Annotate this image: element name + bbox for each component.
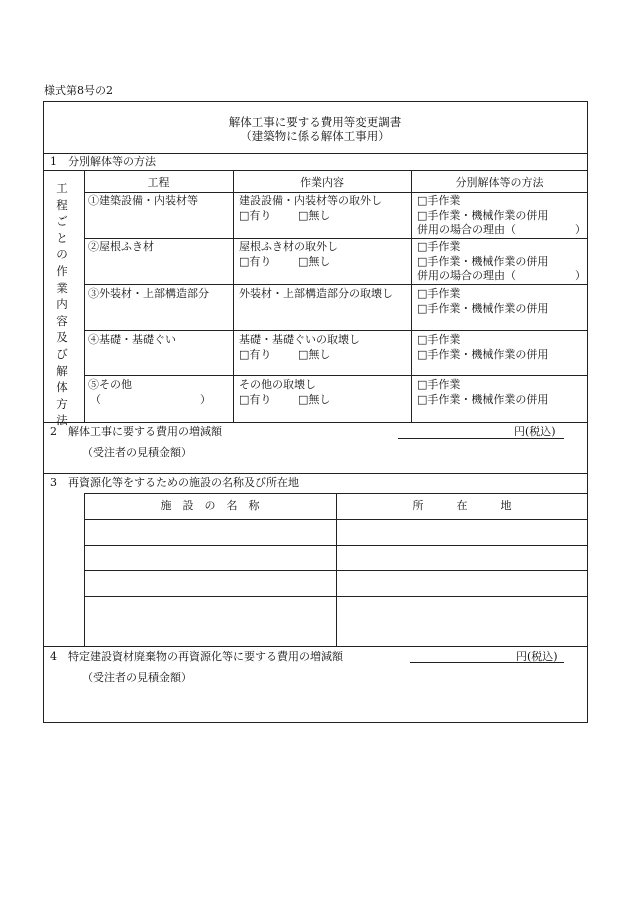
form-title: 解体工事に要する費用等変更調書	[228, 115, 402, 129]
form-subtitle: （建築物に係る解体工事用）	[240, 129, 390, 143]
section4-unit: 円(税込)	[516, 650, 558, 663]
work-content: 屋根ふき材の取外し	[239, 240, 338, 253]
section2-heading: 2 解体工事に要する費用の増減額	[50, 425, 222, 438]
col-header-facility-name: 施 設 の 名 称	[160, 499, 260, 512]
presence-no-checkbox[interactable]: □無し	[298, 255, 331, 268]
section2-unit: 円(税込)	[514, 425, 556, 438]
presence-yes-checkbox[interactable]: □有り	[239, 348, 272, 361]
work-content: 基礎・基礎ぐいの取壊し	[239, 333, 360, 346]
table1-row-rule	[84, 330, 588, 331]
process-name: ④基礎・基礎ぐい	[88, 333, 176, 346]
section4-amount-line[interactable]	[410, 662, 564, 663]
method-combined-checkbox[interactable]: □手作業・機械作業の併用	[417, 255, 549, 268]
divider-section4	[43, 646, 588, 647]
table1-left-border	[84, 170, 85, 422]
table3-left-border	[84, 493, 85, 646]
presence-yes-checkbox[interactable]: □有り	[239, 393, 272, 406]
section2-amount-line[interactable]	[398, 438, 564, 439]
col-header-method: 分別解体等の方法	[455, 176, 544, 189]
method-combined-checkbox[interactable]: □手作業・機械作業の併用	[417, 302, 549, 315]
table1-row-rule	[84, 284, 588, 285]
table3-col-divider	[336, 493, 337, 646]
method-combined-checkbox[interactable]: □手作業・機械作業の併用	[417, 348, 549, 361]
combined-reason-label: 併用の場合の理由（	[417, 269, 516, 282]
divider-section1-heading	[43, 170, 588, 171]
form-number: 様式第8号の2	[44, 84, 113, 97]
process-name: ③外装材・上部構造部分	[88, 287, 209, 300]
other-paren-close: ）	[200, 393, 211, 406]
section1-vertical-label: 工程ごとの作業内容及び解体方法	[56, 181, 68, 428]
presence-no-checkbox[interactable]: □無し	[298, 348, 331, 361]
presence-no-checkbox[interactable]: □無し	[298, 393, 331, 406]
divider-title	[43, 153, 588, 154]
method-manual-checkbox[interactable]: □手作業	[417, 378, 461, 391]
table1-header-rule-left	[84, 192, 411, 193]
divider-section3	[43, 473, 588, 474]
other-paren-open: （	[90, 393, 101, 406]
presence-no-checkbox[interactable]: □無し	[298, 209, 331, 222]
method-manual-checkbox[interactable]: □手作業	[417, 287, 461, 300]
combined-reason-close: ）	[575, 223, 586, 236]
table1-col-divider	[233, 170, 234, 422]
table1-row-rule	[84, 375, 588, 376]
combined-reason-label: 併用の場合の理由（	[417, 223, 516, 236]
method-manual-checkbox[interactable]: □手作業	[417, 240, 461, 253]
table1-col-divider	[411, 170, 412, 422]
process-name: ⑤その他	[88, 378, 132, 391]
col-header-facility-location: 所 在 地	[412, 499, 512, 512]
method-manual-checkbox[interactable]: □手作業	[417, 194, 461, 207]
combined-reason-close: ）	[575, 269, 586, 282]
method-combined-checkbox[interactable]: □手作業・機械作業の併用	[417, 209, 549, 222]
work-content: 建設設備・内装材等の取外し	[239, 194, 382, 207]
col-header-work: 作業内容	[300, 176, 344, 189]
process-name: ②屋根ふき材	[88, 240, 154, 253]
section1-heading: 1 分別解体等の方法	[50, 155, 156, 168]
method-manual-checkbox[interactable]: □手作業	[417, 333, 461, 346]
method-combined-checkbox[interactable]: □手作業・機械作業の併用	[417, 393, 549, 406]
table1-header-rule-right	[411, 192, 588, 193]
section4-note: （受注者の見積金額）	[82, 671, 192, 684]
section2-note: （受注者の見積金額）	[82, 446, 192, 459]
section4-heading: 4 特定建設資材廃棄物の再資源化等に要する費用の増減額	[50, 650, 343, 663]
work-content: その他の取壊し	[239, 378, 316, 391]
col-header-process: 工程	[147, 176, 170, 189]
divider-section2	[43, 422, 588, 423]
table1-row-rule	[84, 238, 588, 239]
presence-yes-checkbox[interactable]: □有り	[239, 209, 272, 222]
process-name: ①建築設備・内装材等	[88, 194, 198, 207]
work-content: 外装材・上部構造部分の取壊し	[239, 287, 393, 300]
section3-heading: 3 再資源化等をするための施設の名称及び所在地	[50, 476, 299, 489]
presence-yes-checkbox[interactable]: □有り	[239, 255, 272, 268]
